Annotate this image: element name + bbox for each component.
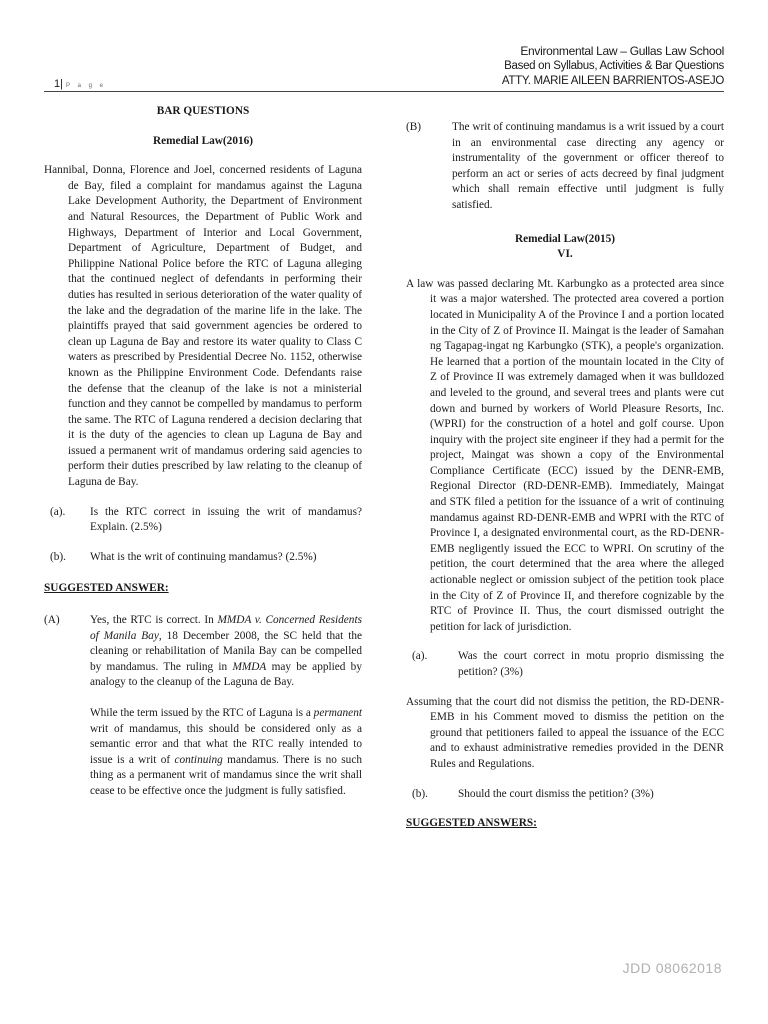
page-label: P a g e xyxy=(66,83,106,89)
answer-b-label: (B) xyxy=(406,121,422,133)
answer-a-text-2: , 18 December 2008, the SC held that the cleaning or rehabilitation of Manila Bay can be compelled by mandamus. The ruling in xyxy=(90,629,362,673)
answer-heading: SUGGESTED ANSWER: xyxy=(44,582,169,595)
answer-b xyxy=(406,120,724,214)
answer-a-body xyxy=(90,613,362,800)
question-b-text: What is the writ of continuing mandamus? (2.5%) xyxy=(90,550,317,563)
header-subtitle: Based on Syllabus, Activities & Bar Questions xyxy=(504,60,724,72)
question-intro-2015: A law was passed declaring Mt. Karbungko as a protected area since it was a major watershed. The protected area covered a portion located in Municipality A of the Province I and a portion located in the City of Z of Province II. Maingat is the leader of Samahan ng Tagapag-ingat ng Karbungko (STK), a people's organization. He learned that a portion of the mountain located in the City of Z of Province II was extremely damaged when it was bulldozed and leveled to the ground, and several trees and plants were cut down and burned by workers of World Pleasure Resorts, Inc. (WPRI) for the construction of a hotel and golf course. Upon inquiry with the project site engineer if they had a permit for the project, Maingat was shown a copy of the Environmental Compliance Certificate (ECC) issued by the DENR-EMB, Regional Director (RD-DENR-EMB). Immediately, Maingat and STK filed a petition for the issuance of a writ of continuing mandamus against RD-DENR-EMB and WPRI with the RTC of Province I, a designated environmental court, as the RD-DENR-EMB negligently issued the ECC to WPRI. On scrutiny of the petition, the court determined that the area where the alleged actionable neglect or omission subject of the petition took place in the City of Z of Province II, and therefore cognizable by the RTC of Province II. Thus, the court dismissed outright the petition for lack of jurisdiction. xyxy=(406,277,724,633)
header-rule xyxy=(44,91,724,92)
footer-code: JDD 08062018 xyxy=(622,960,722,976)
question-a xyxy=(44,505,362,536)
term-permanent: permanent xyxy=(313,707,362,719)
page-number xyxy=(54,78,106,90)
question-2015-a-text: Was the court correct in motu proprio dismissing the petition? (3%) xyxy=(458,650,724,678)
answer-b-text: The writ of continuing mandamus is a writ issued by a court in an environmental case directing any agency or instrumentality of the government or officer thereof to perform an act or series of acts decreed by final judgment which shall remain effective until judgment is fully satisfied. xyxy=(452,121,725,211)
question-2015-b xyxy=(406,787,724,803)
answer-a-text-6: mandamus. There is no such thing as a permanent writ of mandamus since the writ shall cease to be effective once the judgment is fully satisfied. xyxy=(90,753,362,797)
question-a-text: Is the RTC correct in issuing the writ of mandamus? Explain. (2.5%) xyxy=(90,505,362,534)
section-roman-numeral: VI. xyxy=(557,248,573,261)
assumption-paragraph: Assuming that the court did not dismiss the petition, the RD-DENR-EMB in his Comment moved to dismiss the petition on the ground that petitioners failed to appeal the issuance of the ECC and to exhaust administrative remedies provided in the DENR Rules and Regulations. xyxy=(406,695,724,770)
answer-a-text-5: writ of mandamus, this should be considered only as a semantic error and that what the RTC really intended to issue is a writ of xyxy=(90,722,362,766)
section-subtitle: Remedial Law(2016) xyxy=(152,134,254,147)
page-header xyxy=(364,44,724,89)
term-continuing: continuing xyxy=(174,753,223,766)
question-2015-b-label: (b). xyxy=(412,787,428,800)
left-column xyxy=(44,104,362,800)
right-column xyxy=(406,120,724,832)
answer-a xyxy=(44,613,362,800)
answer-a-paragraph-2 xyxy=(90,706,362,800)
question-b xyxy=(44,550,362,566)
answer-a-text-3: may be applied by analogy to the cleanup of the Laguna de Bay. xyxy=(90,660,362,689)
case-short-name: MMDA xyxy=(232,660,267,673)
question-2015-b-text: Should the court dismiss the petition? (3%) xyxy=(458,787,654,800)
question-2015-a xyxy=(406,649,724,680)
answer-a-label: (A) xyxy=(44,614,60,627)
page-number-separator: | xyxy=(60,78,63,90)
answer-a-text-4: While the term issued by the RTC of Laguna is a xyxy=(90,707,314,719)
answer-a-text-1: Yes, the RTC is correct. In xyxy=(90,614,218,627)
section-title: BAR QUESTIONS xyxy=(156,105,250,117)
case-citation: MMDA v. Concerned Residents of Manila Bay xyxy=(90,614,362,642)
question-a-label: (a). xyxy=(50,505,66,518)
header-course-title: Environmental Law – Gullas Law School xyxy=(520,44,724,58)
answers-heading: SUGGESTED ANSWERS: xyxy=(406,817,537,830)
question-intro: Hannibal, Donna, Florence and Joel, concerned residents of Laguna de Bay, filed a complaint for mandamus against the Laguna Lake Development Authority, the Department of Environment and Natural Resources, the Department of Public Work and Highways, Department of Interior and Local Government, Department of Agriculture, Department of Budget, and Philippine National Police before the RTC of Laguna alleging that the continued neglect of defendants in performing their duties has resulted in serious deterioration of the water quality of the lake and the degradation of the marine life in the lake. The plaintiffs prayed that said government agencies be ordered to clean up Laguna de Bay and restore its water quality to Class C waters as prescribed by Presidential Decree No. 1152, otherwise known as the Philippine Environment Code. Defendants raise the defense that the cleanup of the lake is not a ministerial function and they cannot be compelled by mandamus to perform the same. The RTC of Laguna rendered a decision declaring that it is the duty of the agencies to clean up Laguna de Bay and issued a permanent writ of mandamus ordering said agencies to perform their duties prescribed by law relating to the cleanup of Laguna de Bay. xyxy=(44,164,362,489)
question-b-label: (b). xyxy=(50,550,66,563)
answer-a-paragraph-1 xyxy=(90,613,362,691)
question-2015-a-label: (a). xyxy=(412,650,428,663)
page-number-value: 1 xyxy=(54,78,61,90)
header-author: ATTY. MARIE AILEEN BARRIENTOS-ASEJO xyxy=(501,75,724,87)
section-subtitle-2015: Remedial Law(2015) xyxy=(514,232,616,245)
